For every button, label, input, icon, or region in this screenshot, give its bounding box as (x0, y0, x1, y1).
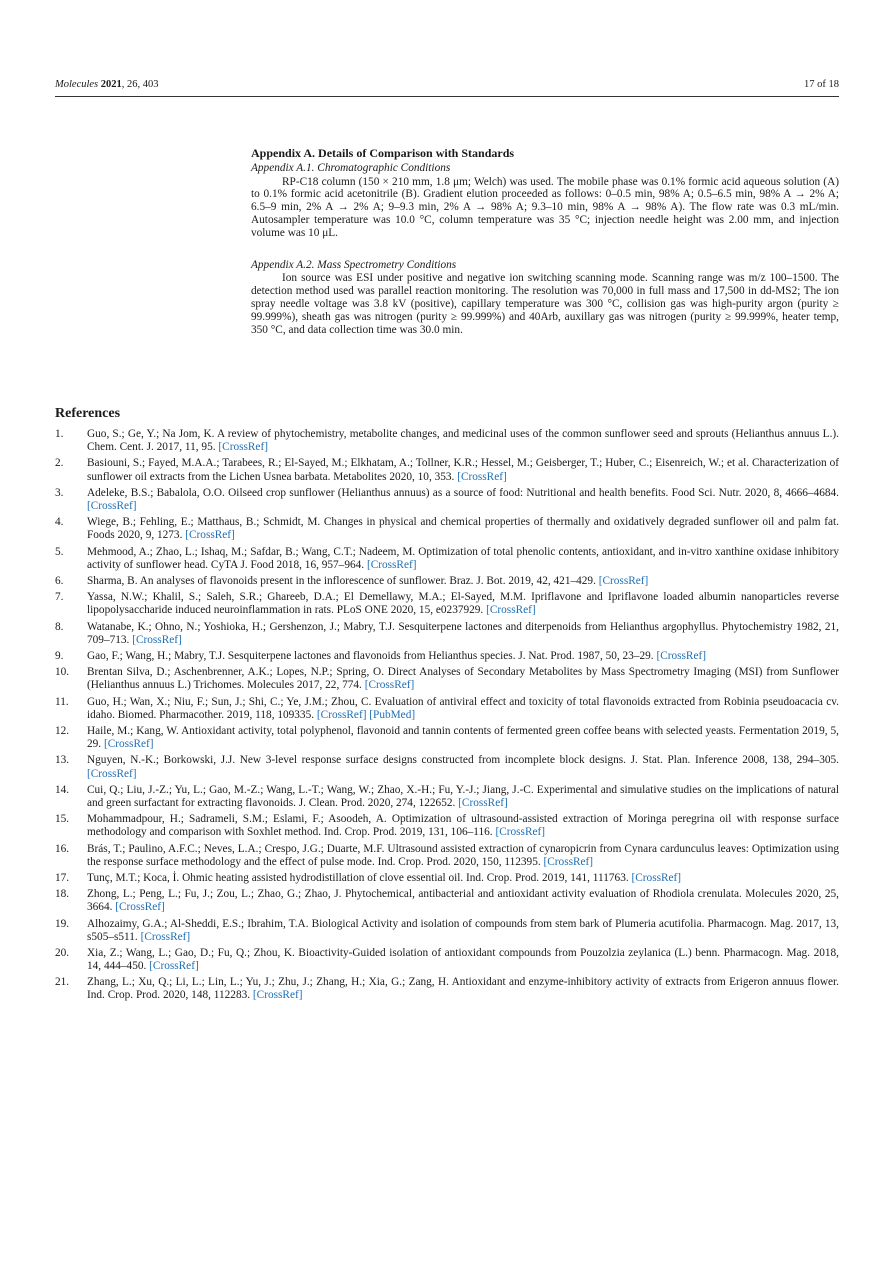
reference-number: 3. (55, 486, 64, 499)
crossref-link[interactable]: [CrossRef] (87, 767, 137, 780)
reference-item (55, 696, 839, 722)
reference-item (55, 813, 839, 839)
reference-item (55, 487, 839, 513)
reference-number: 4. (55, 516, 64, 529)
crossref-link[interactable]: [CrossRef] (218, 441, 268, 454)
reference-number: 7. (55, 591, 64, 604)
reference-list (55, 428, 839, 1002)
reference-number: 9. (55, 650, 64, 662)
appendix-title: Appendix A. Details of Comparison with Standards (251, 146, 515, 160)
reference-text: Nguyen, N.-K.; Borkowski, J.J. New 3-level response surface designs constructed from incomplete block designs. J. Stat. Plan. Inference 2008, 138, 294–305. (87, 754, 839, 767)
journal-citation (55, 79, 159, 90)
reference-number: 15. (55, 813, 70, 826)
crossref-link[interactable]: [CrossRef] (457, 470, 507, 483)
references-title: References (55, 406, 121, 421)
crossref-link[interactable]: [CrossRef] (366, 558, 417, 571)
reference-item (55, 725, 839, 751)
reference-text: Watanabe, K.; Ohno, N.; Yoshioka, H.; Gershenzon, J.; Mabry, T.J. Sesquiterpene lactones and diterpenoids from Helianthus argophyllus. Phytochemistry 1982, 21, 709–713. (87, 620, 839, 646)
reference-number: 12. (55, 725, 70, 738)
reference-number: 19. (55, 917, 70, 930)
reference-text: Zhong, L.; Peng, L.; Fu, J.; Zou, L.; Zhao, G.; Zhao, J. Phytochemical, antibacterial and antioxidant activity evaluation of Rhodiola crenulata. Molecules 2020, 25, 3664. (87, 888, 839, 914)
crossref-link[interactable]: [CrossRef] (364, 679, 415, 692)
reference-text: Xia, Z.; Wang, L.; Gao, D.; Fu, Q.; Zhou, K. Bioactivity-Guided isolation of antioxidant compounds from Pouzolzia zeylanica (L.) benn. Pharmacogn. Mag. 2018, 14, 444–450. (87, 946, 839, 973)
reference-number: 20. (55, 946, 70, 959)
reference-text: Guo, S.; Ge, Y.; Na Jom, K. A review of phytochemistry, metabolite changes, and medicinal uses of the common sunflower seed and sprouts (Helianthus annuus L.). Chem. Cent. J. 2017, 11, 95. (87, 428, 839, 454)
reference-text: Wiege, B.; Fehling, E.; Matthaus, B.; Schmidt, M. Changes in physical and chemical properties of thermally and oxidatively degraded sunflower oil and palm fat. Foods 2020, 9, 1273. (87, 516, 839, 542)
reference-number: 10. (55, 666, 70, 679)
reference-item (55, 457, 839, 483)
reference-number: 21. (55, 976, 70, 989)
page-number: 17 of 18 (804, 79, 839, 90)
crossref-link[interactable]: [CrossRef] (458, 796, 508, 809)
crossref-link[interactable]: [CrossRef] (185, 529, 235, 542)
reference-text: Basiouni, S.; Fayed, M.A.A.; Tarabees, R.; El-Sayed, M.; Elkhatam, A.; Tollner, K.R.; Hessel, M.; Geisberger, T.; Huber, C.; Eisenreich, W.; et al. Characterization of sunflower oil extracts from the Lichen Usnea barbata. Metabolites 2020, 10, 353. (87, 457, 839, 483)
reference-text: Mohammadpour, H.; Sadrameli, S.M.; Eslami, F.; Asoodeh, A. Optimization of ultrasound-assisted extraction of Moringa peregrina oil with response surface methodology and comparison with Soxhlet method. Ind. Crop. Prod. 2019, 131, 106–116. (87, 813, 839, 839)
appendix-a1-subtitle: Appendix A.1. Chromatographic Conditions (251, 161, 451, 174)
crossref-link[interactable]: [CrossRef] (149, 960, 199, 973)
reference-item (55, 546, 839, 572)
reference-number: 2. (55, 457, 64, 470)
reference-number: 1. (55, 428, 64, 441)
reference-text: Gao, F.; Wang, H.; Mabry, T.J. Sesquiterpene lactones and flavonoids from Helianthus species. J. Nat. Prod. 1987, 50, 23–29. (87, 650, 654, 662)
reference-text: Brás, T.; Paulino, A.F.C.; Neves, L.A.; Crespo, J.G.; Duarte, M.F. Ultrasound assisted extraction of cynaropicrin from Cynara cardunculus leaves: Optimization using the response surface methodology and the effect of pulse mode. Ind. Crop. Prod. 2020, 150, 112395. (87, 842, 839, 868)
crossref-link[interactable]: [CrossRef] (486, 604, 536, 617)
crossref-link[interactable]: [CrossRef] (87, 499, 137, 512)
reference-number: 8. (55, 620, 64, 633)
crossref-link[interactable]: [CrossRef] (656, 650, 707, 662)
reference-number: 13. (55, 754, 70, 767)
reference-item (55, 516, 839, 542)
reference-text: Zhang, L.; Xu, Q.; Li, L.; Lin, L.; Yu, J.; Zhu, J.; Zhang, H.; Xia, G.; Zang, H. Antioxidant and enzyme-inhibitory activity of extracts from Erigeron annuus flower. Ind. Crop. Prod. 2020, 148, 112283. (87, 976, 839, 1002)
journal-year: 2021 (100, 79, 122, 90)
crossref-link[interactable]: [CrossRef] (252, 989, 303, 1002)
reference-item (55, 843, 839, 869)
reference-item (55, 666, 839, 692)
reference-number: 11. (55, 695, 69, 708)
reference-number: 14. (55, 783, 70, 796)
reference-item (55, 888, 839, 914)
reference-item (55, 872, 839, 885)
crossref-link[interactable]: [CrossRef] (631, 871, 682, 884)
crossref-link[interactable]: [CrossRef] [PubMed] (316, 708, 416, 721)
reference-text: Brentan Silva, D.; Aschenbrenner, A.K.; Lopes, N.P.; Spring, O. Direct Analyses of Secondary Metabolites by Mass Spectrometry Imaging (MSI) from Sunflower (Helianthus annuus L.) Trichomes. Molecules 2017, 22, 774. (87, 666, 839, 692)
reference-text: Sharma, B. An analyses of flavonoids present in the inflorescence of sunflower. Braz. J. Bot. 2019, 42, 421–429. (87, 574, 596, 587)
journal-name: Molecules (55, 79, 99, 90)
reference-item (55, 918, 839, 944)
header-rule (55, 96, 839, 97)
reference-item (55, 621, 839, 647)
reference-item (55, 947, 839, 973)
page-header (55, 79, 839, 90)
reference-text: Haile, M.; Kang, W. Antioxidant activity, total polyphenol, flavonoid and tannin contents of fermented green coffee beans with selected yeasts. Fermentation 2019, 5, 29. (87, 725, 839, 751)
reference-text: Guo, H.; Wan, X.; Niu, F.; Sun, J.; Shi, C.; Ye, J.M.; Zhou, C. Evaluation of antiviral effect and toxicity of total flavonoids extracted from Robinia pseudoacacia cv. idaho. Biomed. Pharmacother. 2019, 118, 109335. (87, 695, 839, 721)
reference-number: 17. (55, 871, 70, 884)
reference-text: Alhozaimy, G.A.; Al-Sheddi, E.S.; Ibrahim, T.A. Biological Activity and isolation of compounds from stem bark of Plumeria acutifolia. Pharmacogn. Mag. 2017, 13, s505–s511. (87, 917, 839, 943)
reference-text: Mehmood, A.; Zhao, L.; Ishaq, M.; Safdar, B.; Wang, C.T.; Nadeem, M. Optimization of total phenolic contents, antioxidant, and in-vitro xanthine oxidase inhibitory activity of sunflower head. CyTA J. Food 2018, 16, 957–964. (87, 545, 839, 571)
reference-item (55, 428, 839, 454)
appendix-a1-text: RP-C18 column (150 × 210 mm, 1.8 μm; Welch) was used. The mobile phase was 0.1% formic acid aqueous solution (A) to 0.1% formic acid acetonitrile (B). Gradient elution proceeded as follows: 0–0.5 min, 98% A; 0.5–6.5 min, 98% A → 2% A; 6.5–9 min, 2% A → 2% A; 9–9.3 min, 2% A → 98% A; 9.3–10 min, 98% A → 98% A). The flow rate was 0.3 mL/min. Autosampler temperature was 10.0 °C, column temperature was 35 °C; injection needle height was 2.00 mm, and injection volume was 10 μL. (251, 175, 839, 239)
reference-number: 5. (55, 545, 64, 558)
reference-text: Yassa, N.W.; Khalil, S.; Saleh, S.R.; Ghareeb, D.A.; El Demellawy, M.A.; El-Sayed, M.M. Ipriflavone and Ipriflavone loaded albumin nanoparticles reverse lipopolysaccharide induced neuroinflammation in rats. PLoS ONE 2020, 15, e0237929. (87, 591, 839, 617)
crossref-link[interactable]: [CrossRef] (495, 826, 546, 839)
reference-item (55, 650, 839, 663)
reference-number: 16. (55, 842, 70, 855)
reference-number: 6. (55, 574, 64, 587)
reference-item (55, 591, 839, 617)
reference-text: Cui, Q.; Liu, J.-Z.; Yu, L.; Gao, M.-Z.; Wang, L.-T.; Wang, W.; Zhao, X.-H.; Fu, Y.-J.; Jiang, J.-C. Experimental and simulative studies on the implications of natural and green surfactant for extracting flavonoids. J. Clean. Prod. 2020, 274, 122652. (87, 783, 839, 809)
reference-number: 18. (55, 888, 70, 901)
journal-volume: , 26, 403 (121, 79, 159, 90)
appendix-a2-text: Ion source was ESI under positive and negative ion switching scanning mode. Scanning range was m/z 100–1500. The detection method used was parallel reaction monitoring. The resolution was 70,000 in full mass and 17,500 in dd-MS2; The ion spray needle voltage was 3.8 kV (positive), capillary temperature was 300 °C, collision gas was high-purity argon (purity ≥ 99.999%), sheath gas was nitrogen (purity ≥ 99.999%) and 40Arb, auxillary gas was nitrogen (purity ≥ 99.999%, heater temp, 350 °C, and data collection time was 30.0 min. (251, 272, 839, 336)
crossref-link[interactable]: [CrossRef] (140, 930, 191, 943)
crossref-link[interactable]: [CrossRef] (598, 574, 649, 587)
reference-item (55, 754, 839, 780)
crossref-link[interactable]: [CrossRef] (543, 855, 594, 868)
appendix (251, 147, 839, 355)
crossref-link[interactable]: [CrossRef] (115, 901, 165, 914)
reference-item (55, 575, 839, 588)
crossref-link[interactable]: [CrossRef] (103, 738, 154, 751)
reference-text: Adeleke, B.S.; Babalola, O.O. Oilseed crop sunflower (Helianthus annuus) as a source of food: Nutritional and health benefits. Food Sci. Nutr. 2020, 8, 4666–4684. (87, 486, 839, 499)
reference-item (55, 976, 839, 1002)
reference-item (55, 784, 839, 810)
appendix-a2-subtitle: Appendix A.2. Mass Spectrometry Conditions (251, 258, 457, 271)
reference-text: Tunç, M.T.; Koca, İ. Ohmic heating assisted hydrodistillation of clove essential oil. Ind. Crop. Prod. 2019, 141, 111763. (87, 871, 629, 884)
crossref-link[interactable]: [CrossRef] (132, 633, 182, 646)
references (55, 407, 839, 1006)
